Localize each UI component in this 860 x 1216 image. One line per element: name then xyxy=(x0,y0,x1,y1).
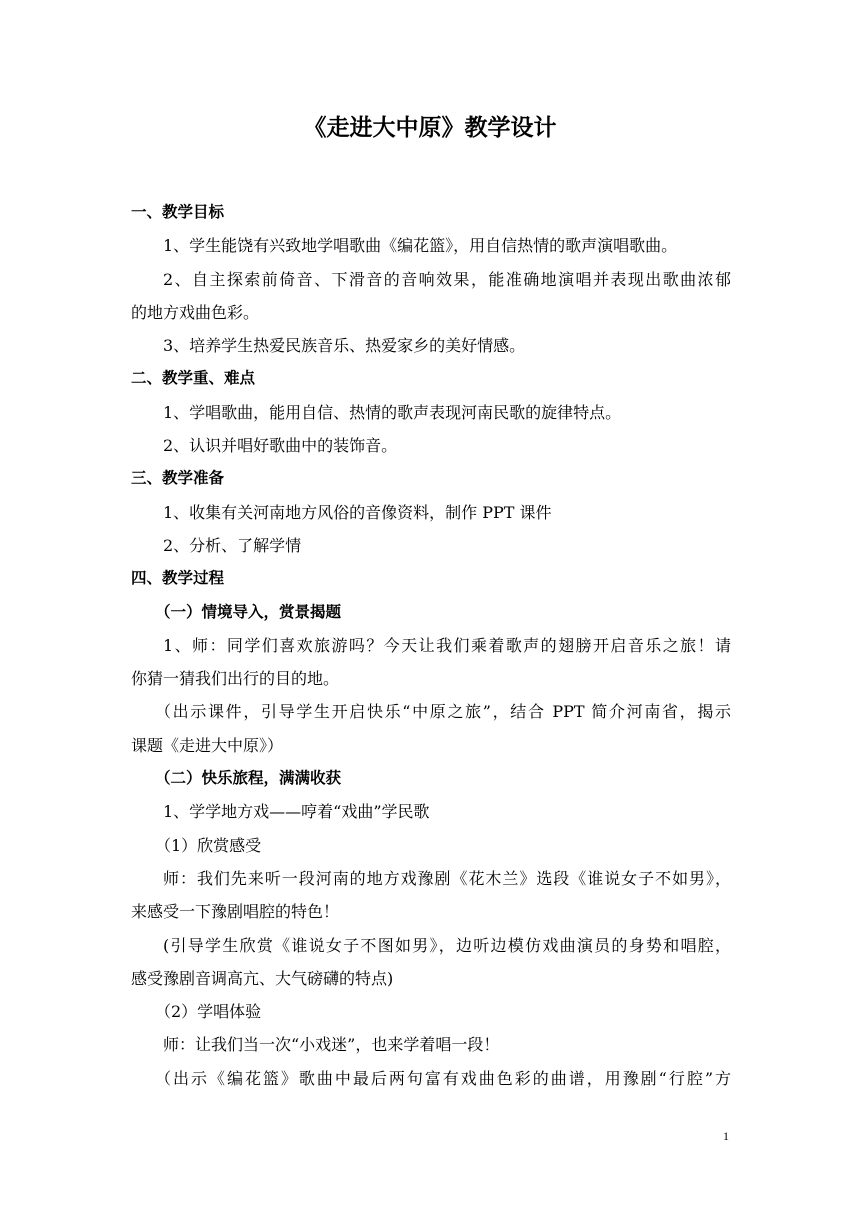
paragraph-continuation: 的地方戏曲色彩。 xyxy=(131,302,260,322)
paragraph-continuation: 课题《走进大中原》） xyxy=(131,735,284,755)
paragraph: （1）欣赏感受 xyxy=(155,835,262,855)
section-heading-process: 四、教学过程 xyxy=(131,569,225,588)
section-heading-preparation: 三、教学准备 xyxy=(131,469,225,488)
paragraph: （出示《编花篮》歌曲中最后两句富有戏曲色彩的曲谱，用豫剧“行腔”方 xyxy=(155,1068,731,1088)
paragraph: 1、学唱歌曲，能用自信、热情的歌声表现河南民歌的旋律特点。 xyxy=(163,402,622,422)
subsection-heading: （二）快乐旅程，满满收获 xyxy=(155,769,342,788)
section-heading-objectives: 一、教学目标 xyxy=(131,203,225,221)
paragraph: 2、认识并唱好歌曲中的装饰音。 xyxy=(163,436,398,456)
paragraph-continuation: 感受豫剧音调高亢、大气磅礴的特点) xyxy=(131,968,394,988)
document-body xyxy=(131,196,731,1095)
paragraph: 师：让我们当一次“小戏迷”，也来学着唱一段！ xyxy=(163,1035,500,1055)
paragraph-continuation: 来感受一下豫剧唱腔的特色！ xyxy=(131,902,340,922)
section-heading-key-points: 二、教学重、难点 xyxy=(131,369,256,388)
paragraph: 2、自主探索前倚音、下滑音的音响效果，能准确地演唱并表现出歌曲浓郁 xyxy=(163,269,731,289)
subsection-heading: （一）情境导入，赏景揭题 xyxy=(155,602,342,621)
paragraph: 1、学生能饶有兴致地学唱歌曲《编花篮》，用自信热情的歌声演唱歌曲。 xyxy=(163,236,678,256)
paragraph: 师：我们先来听一段河南的地方戏豫剧《花木兰》选段《谁说女子不如男》， xyxy=(163,868,731,888)
paragraph: （出示课件，引导学生开启快乐“中原之旅”，结合 PPT 简介河南省，揭示 xyxy=(155,702,731,722)
paragraph: 2、分析、了解学情 xyxy=(163,535,302,555)
document-title: 《走进大中原》教学设计 xyxy=(303,115,557,141)
paragraph: 1、学学地方戏——哼着“戏曲”学民歌 xyxy=(163,802,430,822)
paragraph: 1、师：同学们喜欢旅游吗？今天让我们乘着歌声的翅膀开启音乐之旅！请 xyxy=(163,635,731,655)
paragraph: 3、培养学生热爱民族音乐、热爱家乡的美好情感。 xyxy=(163,336,526,356)
paragraph: 1、收集有关河南地方风俗的音像资料，制作 PPT 课件 xyxy=(163,502,552,522)
paragraph: （2）学唱体验 xyxy=(155,1002,262,1022)
paragraph: (引导学生欣赏《谁说女子不图如男》，边听边模仿戏曲演员的身势和唱腔， xyxy=(163,935,731,955)
page-number: 1 xyxy=(723,1129,729,1143)
paragraph-continuation: 你猜一猜我们出行的目的地。 xyxy=(131,669,340,689)
